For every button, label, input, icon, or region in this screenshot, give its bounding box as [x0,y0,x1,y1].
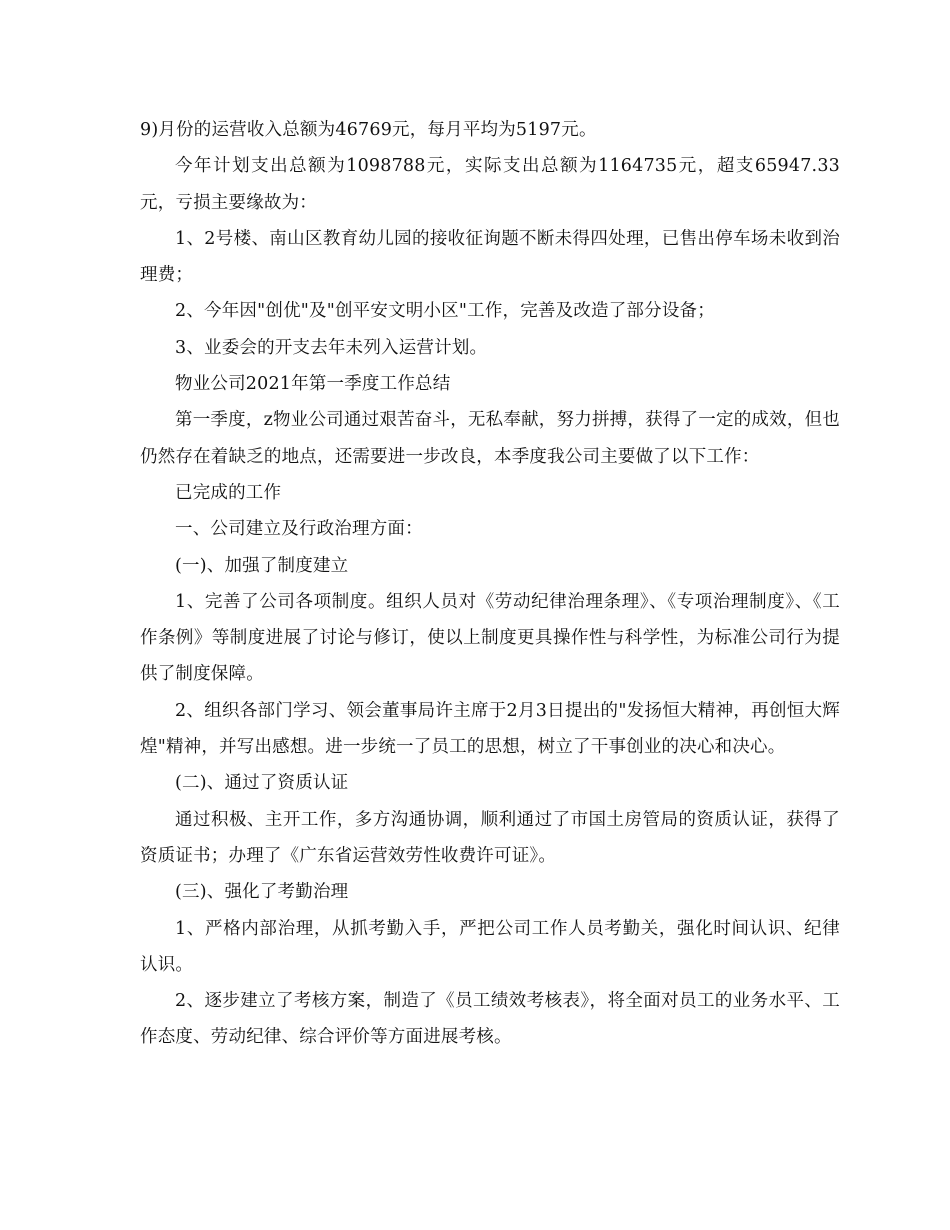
subheading: (三)、强化了考勤治理 [175,882,349,903]
paragraph: 2、逐步建立了考核方案，制造了《员工绩效考核表》，将全面对员工的业务水平、工作态度、劳动纪律、综合评价等方面进展考核。 [140,991,840,1048]
paragraph: 2、组织各部门学习、领会董事局许主席于2月3日提出的"发扬恒大精神，再创恒大辉煌"精神，并写出感想。进一步统一了员工的思想，树立了干事创业的决心和决心。 [140,700,840,758]
paragraph: 第一季度，z物业公司通过艰苦奋斗，无私奉献，努力拼搏，获得了一定的成效，但也仍然存在着缺乏的地点，还需要进一步改良，本季度我公司主要做了以下工作： [140,410,840,467]
section-title: 物业公司2021年第一季度工作总结 [175,374,451,395]
paragraph: 今年计划支出总额为1098788元，实际支出总额为1164735元，超支65947.33元，亏损主要缘故为： [140,156,840,213]
paragraph: 3、业委会的开支去年未列入运营计划。 [175,337,488,358]
document-body [140,112,840,1056]
heading: 已完成的工作 [175,482,282,503]
paragraph: 1、2号楼、南山区教育幼儿园的接收征询题不断未得四处理，已售出停车场未收到治理费； [140,228,840,286]
paragraph: 通过积极、主开工作，多方沟通协调，顺利通过了市国土房管局的资质认证，获得了资质证书；办理了《广东省运营效劳性收费许可证》。 [140,809,840,866]
heading: 一、公司建立及行政治理方面： [175,519,423,540]
paragraph: 1、严格内部治理，从抓考勤入手，严把公司工作人员考勤关，强化时间认识、纪律认识。 [140,918,840,975]
paragraph: 9)月份的运营收入总额为46769元，每月平均为5197元。 [140,120,597,140]
subheading: (一)、加强了制度建立 [175,555,349,576]
paragraph: 1、完善了公司各项制度。组织人员对《劳动纪律治理条理》、《专项治理制度》、《工作条例》等制度进展了讨论与修订，使以上制度更具操作性与科学性，为标准公司行为提供了制度保障。 [140,591,840,685]
paragraph: 2、今年因"创优"及"创平安文明小区"工作，完善及改造了部分设备； [175,301,715,322]
subheading: (二)、通过了资质认证 [175,773,349,794]
